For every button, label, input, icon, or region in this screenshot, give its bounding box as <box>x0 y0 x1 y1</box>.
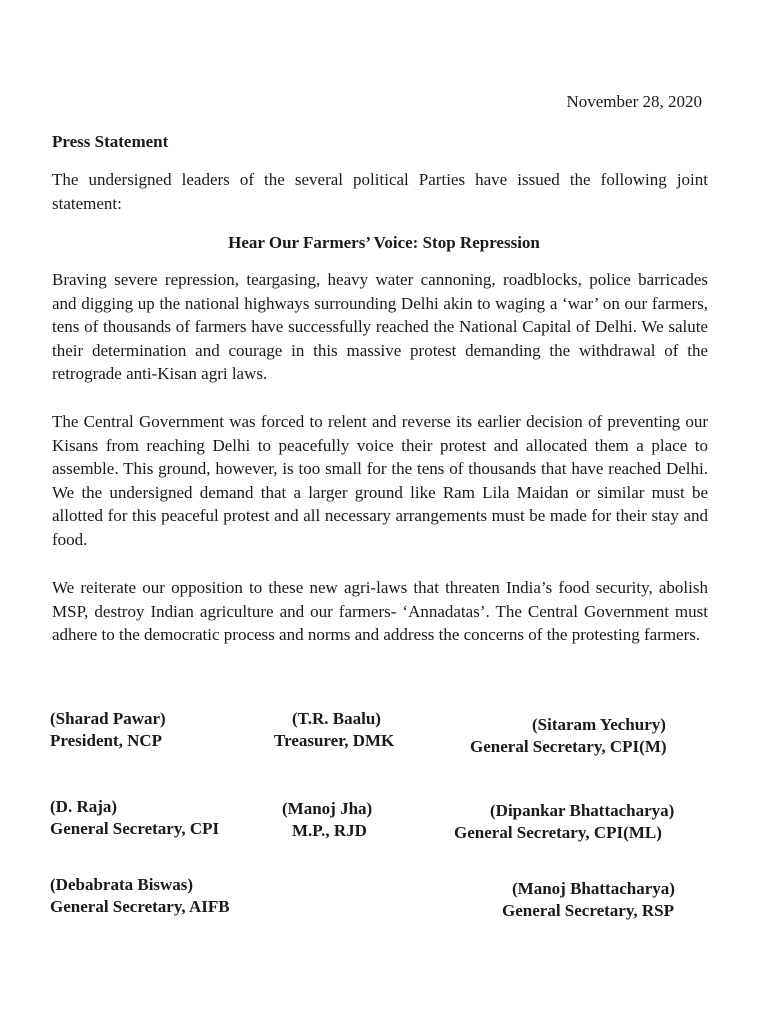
press-statement-heading: Press Statement <box>52 132 169 151</box>
signatory-name: (Dipankar Bhattacharya) <box>490 801 675 820</box>
body-paragraph: We reiterate our opposition to these new agri-laws that threaten India’s food security, abolish MSP, destroy Indian agriculture and our farmers- ‘Annadatas’. The Central Government must adhere to the democratic process and norms and address the concerns of the protesting farmers. <box>52 578 708 644</box>
statement-title: Hear Our Farmers’ Voice: Stop Repression <box>228 233 540 252</box>
signatory-role: Treasurer, DMK <box>274 731 395 750</box>
signatory-name: (D. Raja) <box>50 797 118 816</box>
signatory-name: (Sharad Pawar) <box>50 709 166 728</box>
signatory-role: General Secretary, CPI(ML) <box>454 823 662 842</box>
signatory-role: General Secretary, CPI <box>50 819 220 838</box>
signatory-block <box>502 878 675 922</box>
intro-paragraph: The undersigned leaders of the several political Parties have issued the following joint statement: <box>52 170 708 213</box>
signatory-block <box>274 708 394 752</box>
signatory-role: General Secretary, CPI(M) <box>470 737 667 756</box>
signatory-block <box>50 874 230 918</box>
signatory-role: General Secretary, AIFB <box>50 897 230 916</box>
signatory-name: (Manoj Jha) <box>282 799 373 818</box>
signatory-name: (Sitaram Yechury) <box>532 715 666 734</box>
signatory-name: (T.R. Baalu) <box>292 709 381 728</box>
signatory-block <box>282 798 372 842</box>
signatory-name: (Debabrata Biswas) <box>50 875 194 894</box>
signatory-role: General Secretary, RSP <box>502 901 675 920</box>
statement-date: November 28, 2020 <box>566 92 702 111</box>
signatory-block <box>454 800 674 844</box>
body-paragraph: Braving severe repression, teargasing, heavy water cannoning, roadblocks, police barricades and digging up the national highways surrounding Delhi akin to waging a ‘war’ on our farmers, tens of thousands of farmers have successfully reached the National Capital of Delhi. We salute their determination and courage in this massive protest demanding the withdrawal of the retrograde anti-Kisan agri laws. <box>52 270 708 383</box>
signatory-role: President, NCP <box>50 731 163 750</box>
body-paragraph: The Central Government was forced to relent and reverse its earlier decision of preventing our Kisans from reaching Delhi to peacefully voice their protest and allocated them a place to assemble. This ground, however, is too small for the tens of thousands that have reached Delhi. We the undersigned demand that a larger ground like Ram Lila Maidan or similar must be allotted for this peaceful protest and all necessary arrangements must be made for their stay and food. <box>52 412 708 549</box>
signatory-role: M.P., RJD <box>292 821 367 840</box>
signatory-block <box>50 708 166 752</box>
signatory-name: (Manoj Bhattacharya) <box>512 879 675 898</box>
signatory-block <box>470 714 667 758</box>
signatory-block <box>50 796 219 840</box>
